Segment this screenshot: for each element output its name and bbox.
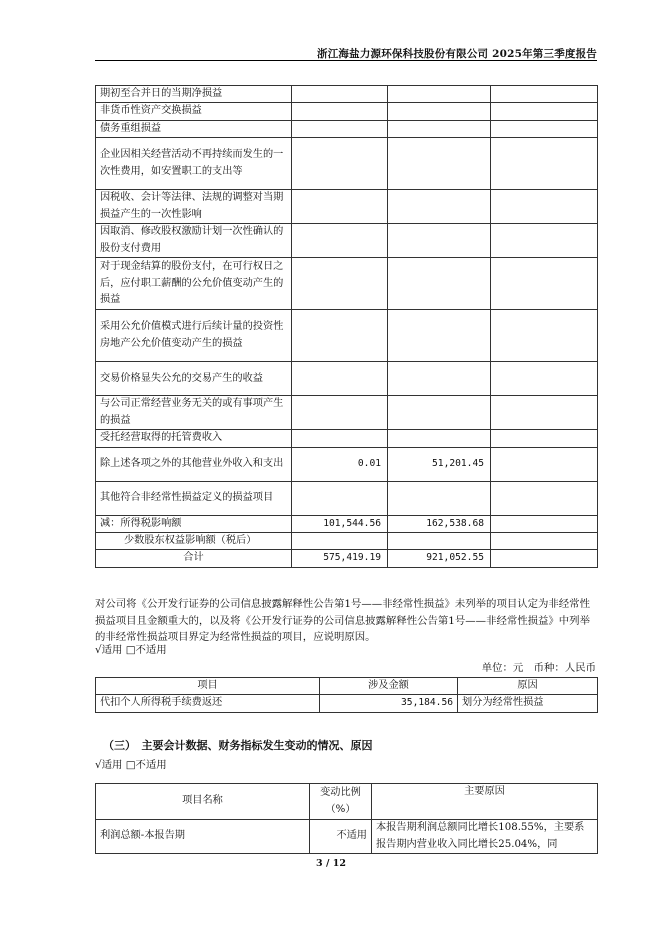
table-header-row	[96, 678, 598, 695]
header-item-name: 项目名称	[96, 784, 310, 820]
table-row	[96, 86, 598, 103]
cell-item: 减：所得税影响额	[96, 515, 292, 532]
table-row	[96, 190, 598, 224]
table-row	[96, 258, 598, 310]
cell-value-ytd	[388, 362, 491, 396]
cell-item: 因取消、修改股权激励计划一次性确认的股份支付费用	[96, 224, 292, 258]
cell-remark	[491, 86, 598, 103]
cell-value-current	[292, 533, 388, 550]
table-row	[96, 695, 598, 712]
cell-item: 因税收、会计等法律、法规的调整对当期损益产生的一次性影响	[96, 190, 292, 224]
section-title: （三） 主要会计数据、财务指标发生变动的情况、原因	[103, 739, 373, 752]
table-row	[96, 103, 598, 120]
cell-value-ytd: 162,538.68	[388, 515, 491, 532]
cell-item: 采用公允价值模式进行后续计量的投资性房地产公允价值变动产生的损益	[96, 310, 292, 362]
cell-value-current	[292, 138, 388, 190]
cell-item: 企业因相关经营活动不再持续而发生的一次性费用，如安置职工的支出等	[96, 138, 292, 190]
cell-remark	[491, 224, 598, 258]
table-row	[96, 550, 598, 567]
applicable-checkbox-line: √适用 □不适用	[95, 644, 167, 656]
cell-remark	[491, 396, 598, 430]
cell-value-ytd	[388, 190, 491, 224]
non-recurring-items-table	[95, 85, 598, 568]
cell-change-ratio: 不适用	[310, 820, 372, 854]
table-row	[96, 481, 598, 515]
cell-value-ytd	[388, 396, 491, 430]
cell-value-current	[292, 362, 388, 396]
table-row	[96, 120, 598, 137]
table-row	[96, 533, 598, 550]
cell-value-current: 101,544.56	[292, 515, 388, 532]
cell-reason: 划分为经常性损益	[458, 695, 598, 712]
table-row	[96, 447, 598, 481]
cell-item: 交易价格显失公允的交易产生的收益	[96, 362, 292, 396]
table-row	[96, 430, 598, 447]
cell-remark	[491, 103, 598, 120]
cell-value-current	[292, 86, 388, 103]
table-row	[96, 820, 598, 854]
cell-remark	[491, 447, 598, 481]
cell-remark	[491, 258, 598, 310]
cell-value-current	[292, 396, 388, 430]
cell-amount: 35,184.56	[320, 695, 458, 712]
cell-value-ytd	[388, 103, 491, 120]
cell-item: 受托经营取得的托管费收入	[96, 430, 292, 447]
cell-remark	[491, 138, 598, 190]
cell-value-ytd: 921,052.55	[388, 550, 491, 567]
cell-value-ytd	[388, 138, 491, 190]
cell-remark	[491, 533, 598, 550]
cell-remark	[491, 362, 598, 396]
table-row	[96, 362, 598, 396]
report-header: 浙江海盐力源环保科技股份有限公司 2025年第三季度报告	[317, 48, 597, 60]
cell-value-ytd	[388, 120, 491, 137]
section-applicable-line: √适用 □不适用	[95, 759, 167, 771]
cell-item: 除上述各项之外的其他营业外收入和支出	[96, 447, 292, 481]
cell-main-reason: 本报告期利润总额同比增长108.55%，主要系报告期内营业收入同比增长25.04%，同	[372, 820, 598, 854]
cell-remark	[491, 550, 598, 567]
recurring-reclassification-table	[95, 677, 598, 713]
cell-value-current	[292, 430, 388, 447]
cell-item: 非货币性资产交换损益	[96, 103, 292, 120]
cell-item-name: 利润总额-本报告期	[96, 820, 310, 854]
cell-value-current	[292, 224, 388, 258]
cell-remark	[491, 310, 598, 362]
cell-value-ytd	[388, 481, 491, 515]
unit-label: 单位：元 币种：人民币	[481, 662, 596, 674]
cell-item: 少数股东权益影响额（税后）	[96, 533, 292, 550]
cell-value-ytd	[388, 86, 491, 103]
header-change-ratio: 变动比例（%）	[310, 784, 372, 820]
cell-value-ytd	[388, 310, 491, 362]
cell-item: 代扣个人所得税手续费返还	[96, 695, 320, 712]
cell-value-ytd	[388, 224, 491, 258]
cell-item: 期初至合并日的当期净损益	[96, 86, 292, 103]
cell-item: 与公司正常经营业务无关的或有事项产生的损益	[96, 396, 292, 430]
cell-item: 合计	[96, 550, 292, 567]
header-main-reason: 主要原因	[372, 784, 598, 820]
explanation-paragraph: 对公司将《公开发行证券的公司信息披露解释性公告第1号——非经常性损益》未列举的项目认定为非经常性损益项目且金额重大的，以及将《公开发行证券的公司信息披露解释性公告第1号——非经常性损益》中列举的非经常性损益项目界定为经常性损益的项目，应说明原因。	[95, 598, 590, 643]
cell-remark	[491, 430, 598, 447]
cell-item: 对于现金结算的股份支付，在可行权日之后，应付职工薪酬的公允价值变动产生的损益	[96, 258, 292, 310]
cell-value-ytd	[388, 430, 491, 447]
cell-item: 其他符合非经常性损益定义的损益项目	[96, 481, 292, 515]
table-row	[96, 310, 598, 362]
table-header-row	[96, 784, 598, 820]
table-row	[96, 396, 598, 430]
header-rule	[95, 60, 597, 61]
cell-value-current	[292, 481, 388, 515]
cell-remark	[491, 481, 598, 515]
header-item: 项目	[96, 678, 320, 695]
cell-value-current	[292, 190, 388, 224]
cell-value-ytd	[388, 533, 491, 550]
cell-remark	[491, 120, 598, 137]
table-row	[96, 515, 598, 532]
cell-value-current: 575,419.19	[292, 550, 388, 567]
page-number: 3 / 12	[316, 858, 346, 869]
header-reason: 原因	[458, 678, 598, 695]
cell-remark	[491, 515, 598, 532]
table-row	[96, 224, 598, 258]
cell-value-ytd	[388, 258, 491, 310]
cell-remark	[491, 190, 598, 224]
key-data-change-table	[95, 783, 598, 854]
cell-value-ytd: 51,201.45	[388, 447, 491, 481]
cell-value-current	[292, 258, 388, 310]
cell-item: 债务重组损益	[96, 120, 292, 137]
cell-value-current: 0.01	[292, 447, 388, 481]
cell-value-current	[292, 310, 388, 362]
header-amount: 涉及金额	[320, 678, 458, 695]
cell-value-current	[292, 120, 388, 137]
cell-value-current	[292, 103, 388, 120]
table-row	[96, 138, 598, 190]
